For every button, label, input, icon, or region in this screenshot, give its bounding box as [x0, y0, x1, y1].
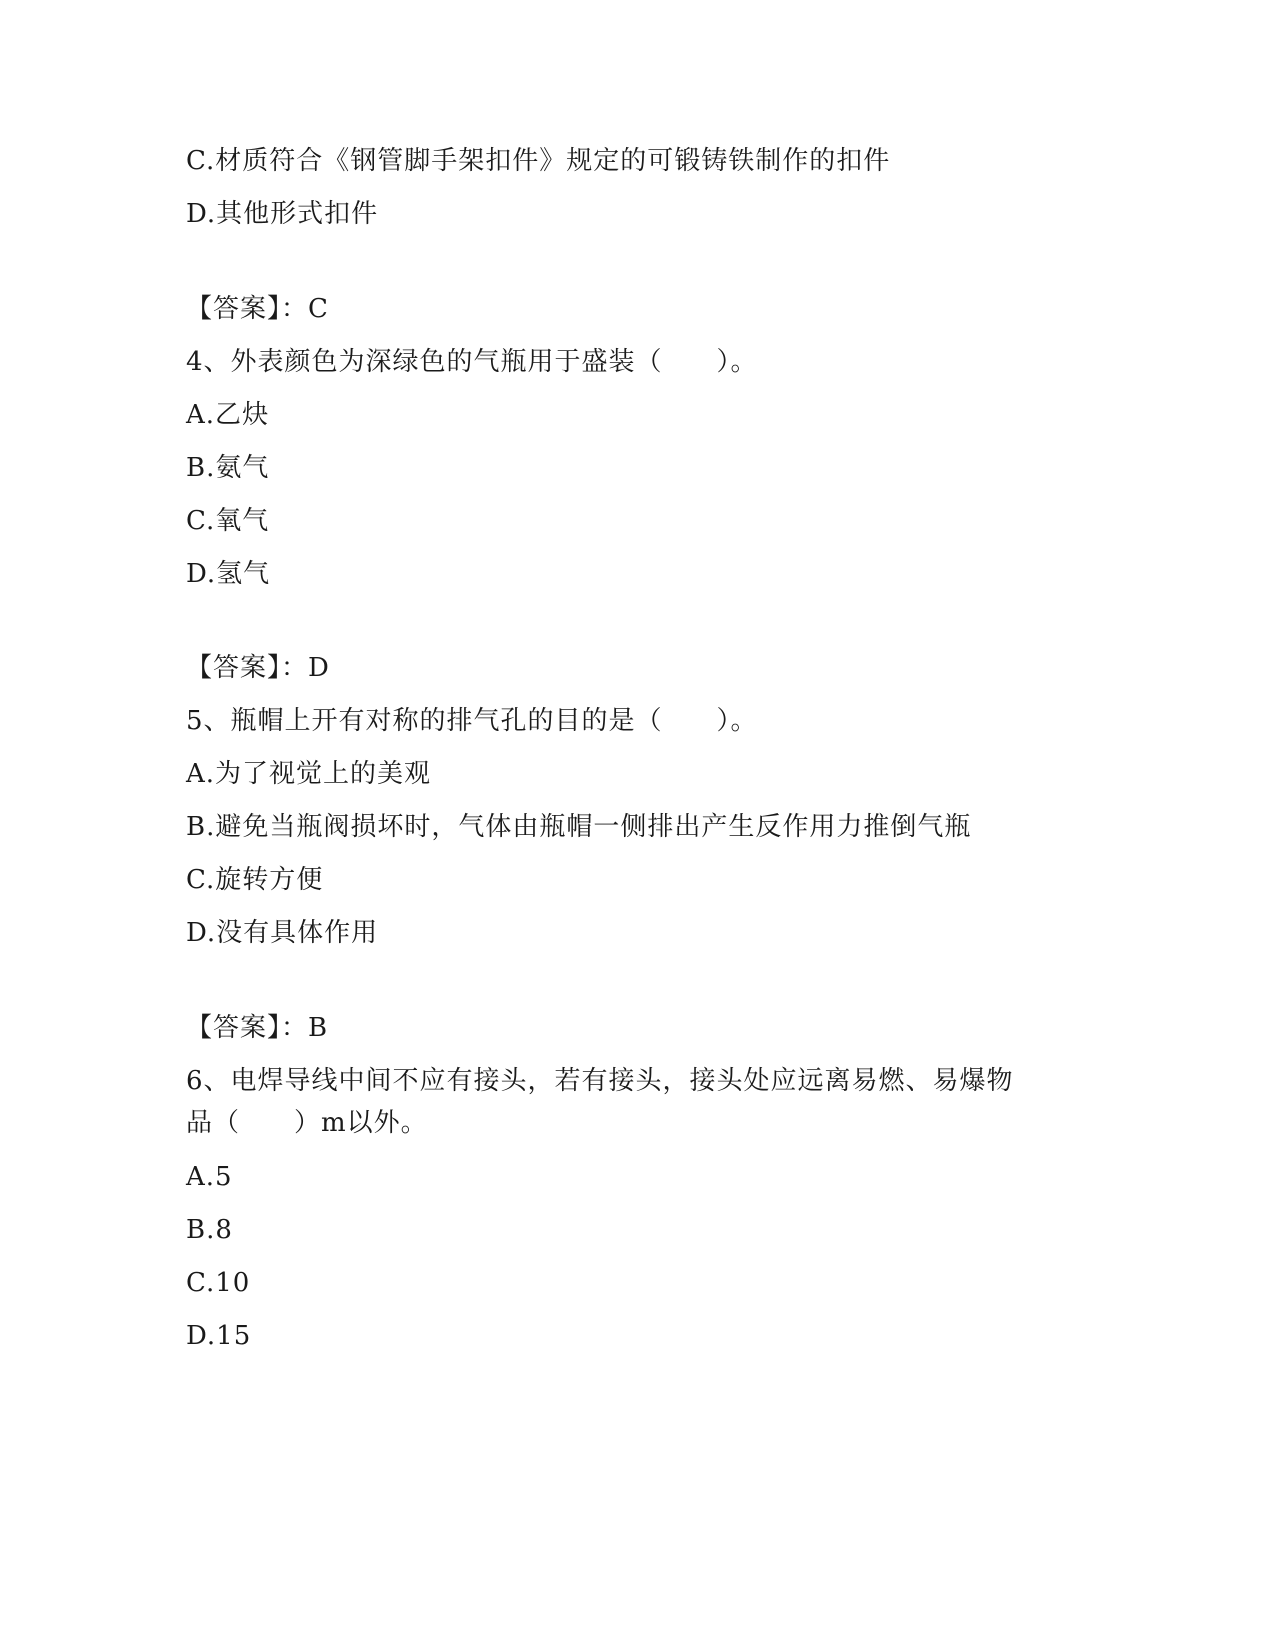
q4-option-c: C.氧气 [186, 506, 270, 536]
q5-option-c: C.旋转方便 [186, 865, 324, 895]
q6-option-b: B.8 [186, 1215, 233, 1245]
q6-option-d: D.15 [186, 1321, 252, 1351]
q5-option-b: B.避免当瓶阀损坏时，气体由瓶帽一侧排出产生反作用力推倒气瓶 [186, 812, 972, 842]
q3-option-d: D.其他形式扣件 [186, 199, 379, 229]
q3-option-c: C.材质符合《钢管脚手架扣件》规定的可锻铸铁制作的扣件 [186, 146, 891, 176]
q5-option-d: D.没有具体作用 [186, 918, 379, 948]
q5-stem: 5、瓶帽上开有对称的排气孔的目的是（ ）。 [186, 706, 758, 736]
q4-option-a: A.乙炔 [186, 400, 270, 430]
q3-answer: 【答案】：C [186, 294, 329, 324]
q4-option-d: D.氢气 [186, 559, 271, 589]
q4-answer: 【答案】：D [186, 653, 330, 683]
q4-option-b: B.氨气 [186, 453, 270, 483]
q6-stem-line2: 品（ ）m以外。 [186, 1108, 428, 1138]
q5-option-a: A.为了视觉上的美观 [186, 759, 432, 789]
q6-option-c: C.10 [186, 1268, 251, 1298]
q6-option-a: A.5 [186, 1162, 233, 1192]
q4-stem: 4、外表颜色为深绿色的气瓶用于盛装（ ）。 [186, 347, 758, 377]
q6-stem-line1: 6、电焊导线中间不应有接头，若有接头，接头处应远离易燃、易爆物 [186, 1066, 1014, 1096]
q5-answer: 【答案】：B [186, 1013, 329, 1043]
